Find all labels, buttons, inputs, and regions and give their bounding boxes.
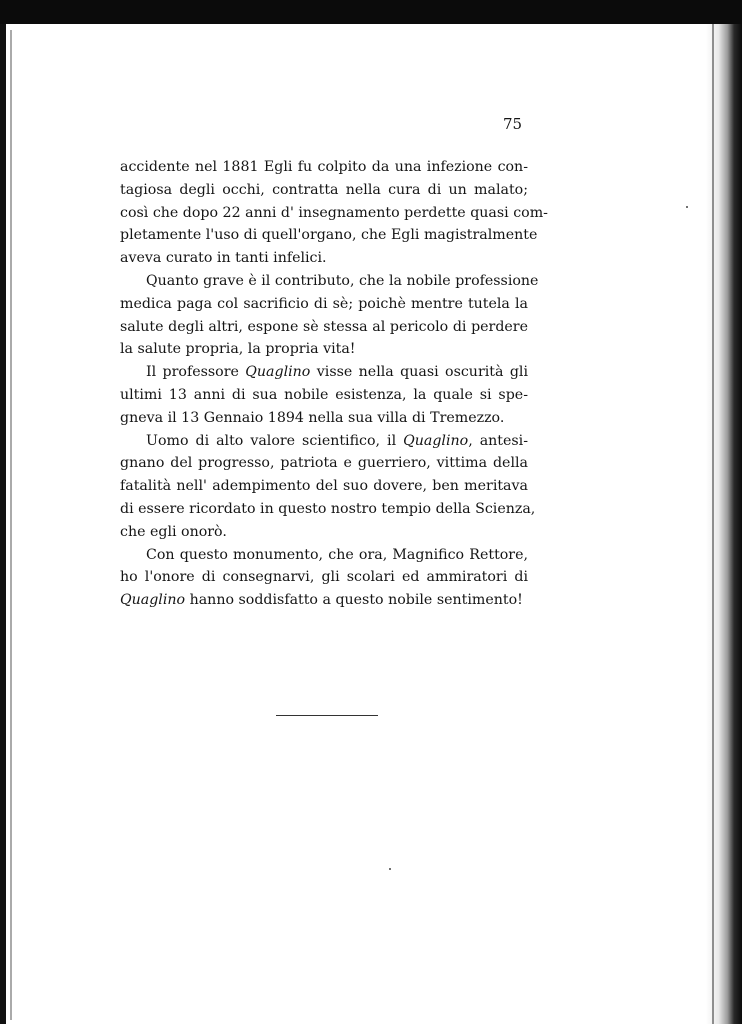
text-line: gneva il 13 Gennaio 1894 nella sua villa di Tremezzo.	[120, 409, 505, 426]
text-line: fatalità nell' adempimento del suo dovere, ben meritava	[120, 478, 528, 495]
text-line: accidente nel 1881 Egli fu colpito da una infezione con-	[120, 159, 528, 175]
text-line: aveva curato in tanti infelici.	[120, 250, 327, 267]
scan-left-shadow	[10, 30, 12, 1020]
text-line: Uomo di alto valore scientifico, il Quaglino, antesi-	[146, 432, 528, 449]
text-line: ultimi 13 anni di sua nobile esistenza, la quale si spe-	[120, 386, 528, 403]
text-line: salute degli altri, espone sè stessa al pericolo di perdere	[120, 318, 528, 335]
text-line: ho l'onore di consegnarvi, gli scolari ed ammiratori di	[120, 569, 528, 586]
text-line: tagiosa degli occhi, contratta nella cura di un malato;	[120, 181, 528, 198]
text-line: che egli onorò.	[120, 523, 227, 540]
text-line: di essere ricordato in questo nostro tempio della Scienza,	[120, 500, 536, 517]
text-line: gnano del progresso, patriota e guerriero, vittima della	[120, 455, 528, 472]
body-text	[120, 156, 548, 612]
text-line: pletamente l'uso di quell'organo, che Egli magistralmente	[120, 227, 538, 244]
scan-left-border	[0, 24, 6, 1024]
scan-speck	[389, 868, 391, 870]
text-line: Il professore Quaglino visse nella quasi oscurità gli	[146, 364, 528, 381]
name-quaglino: Quaglino	[403, 432, 469, 449]
book-spine-line	[712, 24, 714, 1024]
text-line: Quaglino hanno soddisfatto a questo nobile sentimento!	[120, 592, 523, 609]
text-line: medica paga col sacrificio di sè; poichè mentre tutela la	[120, 295, 528, 312]
name-quaglino: Quaglino	[245, 364, 311, 381]
name-quaglino: Quaglino	[120, 592, 186, 609]
scan-top-border	[0, 0, 742, 24]
text-line: Quanto grave è il contributo, che la nobile professione	[146, 272, 539, 289]
page-number: 75	[503, 115, 523, 133]
text-line: Con questo monumento, che ora, Magnifico Rettore,	[146, 546, 528, 563]
text-line: la salute propria, la propria vita!	[120, 341, 356, 358]
text-line: così che dopo 22 anni d' insegnamento perdette quasi com-	[120, 204, 548, 221]
section-divider	[276, 715, 378, 716]
scan-speck	[686, 206, 688, 208]
